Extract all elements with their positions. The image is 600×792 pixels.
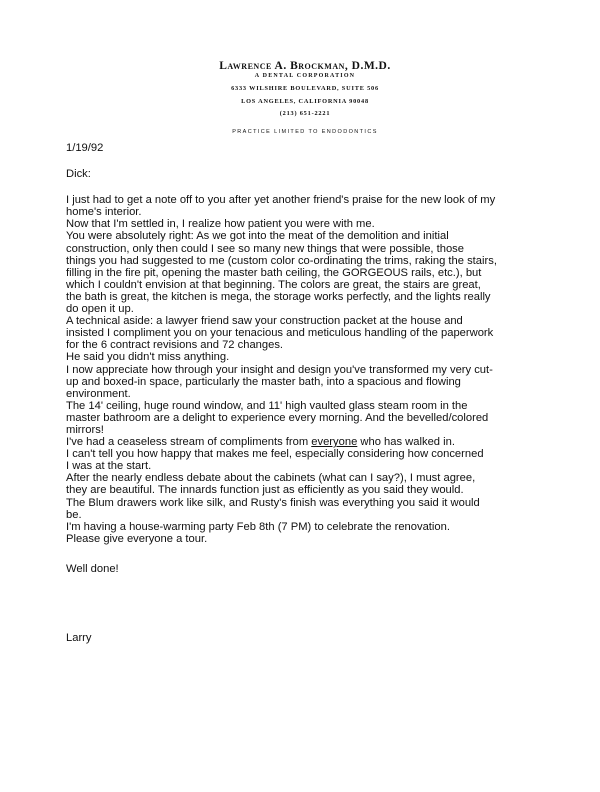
body-line: mirrors! [66, 423, 104, 436]
letter-date: 1/19/92 [66, 142, 104, 154]
letterhead-corporation: A DENTAL CORPORATION [254, 73, 356, 79]
letter-signature: Larry [66, 632, 92, 644]
body-line: The Blum drawers work like silk, and Rusty's finish was everything you said it would [66, 496, 480, 509]
body-line: which I couldn't envision at that beginning. The colors are great, the stairs are great, [66, 278, 481, 291]
letterhead-address-city: LOS ANGELES, CALIFORNIA 90048 [241, 98, 369, 105]
body-line-compliments [66, 436, 546, 448]
body-line: A technical aside: a lawyer friend saw your construction packet at the house and [66, 315, 463, 328]
body-line: I'm having a house-warming party Feb 8th (7 PM) to celebrate the renovation. [66, 520, 450, 533]
body-line: He said you didn't miss anything. [66, 351, 230, 364]
body-line: home's interior. [66, 206, 142, 219]
body-line: do open it up. [66, 303, 134, 316]
letterhead-name: Lawrence A. Brockman, D.M.D. [219, 60, 391, 72]
body-line: construction, only then could I see so many new things that were possible, those [66, 242, 465, 255]
body-line: The 14' ceiling, huge round window, and 11' high vaulted glass steam room in the [66, 399, 468, 412]
body-line: up and boxed-in space, particularly the master bath, into a spacious and flowing [66, 375, 461, 388]
body-line: I was at the start. [66, 460, 152, 473]
body-line: Please give everyone a tour. [66, 532, 208, 545]
letter-closing: Well done! [66, 562, 119, 575]
letterhead-phone: (213) 651-2221 [279, 110, 331, 117]
body-line: the bath is great, the kitchen is mega, the storage works perfectly, and the lights really [66, 290, 491, 303]
underlined-everyone: everyone [311, 436, 358, 449]
body-line: master bathroom are a delight to experience every morning. And the bevelled/colored [66, 411, 489, 424]
body-line: be. [66, 508, 82, 521]
body-line: I now appreciate how through your insight and design you've transformed my very cut- [66, 363, 493, 376]
body-line: filling in the fire pit, opening the master bath ceiling, the GORGEOUS rails, etc.), but [66, 266, 482, 279]
compliments-before: I've had a ceaseless stream of compliments from [66, 436, 312, 449]
letterhead-address-street: 6333 WILSHIRE BOULEVARD, SUITE 506 [231, 85, 379, 92]
body-line: for the 6 contract revisions and 72 changes. [66, 339, 284, 352]
body-line: You were absolutely right: As we got into the meat of the demolition and initial [66, 230, 449, 243]
body-line: I just had to get a note off to you after yet another friend's praise for the new look of my [66, 194, 496, 207]
letterhead [150, 60, 460, 135]
body-line: they are beautiful. The innards function just as efficiently as you said they would. [66, 484, 464, 497]
body-line: Now that I'm settled in, I realize how patient you were with me. [66, 218, 375, 231]
letter-salutation: Dick: [66, 168, 91, 181]
letter-content [66, 142, 546, 575]
body-line: things you had suggested to me (custom color co-ordinating the trims, raking the stairs, [66, 254, 497, 267]
compliments-after: who has walked in. [357, 436, 455, 449]
body-line: environment. [66, 387, 131, 400]
letter-body [66, 194, 546, 545]
body-line: I can't tell you how happy that makes me feel, especially considering how concerned [66, 448, 484, 461]
body-line: insisted I compliment you on your tenacious and meticulous handling of the paperwork [66, 327, 494, 340]
letterhead-practice: PRACTICE LIMITED TO ENDODONTICS [232, 129, 378, 135]
body-line: After the nearly endless debate about the cabinets (what can I say?), I must agree, [66, 472, 476, 485]
